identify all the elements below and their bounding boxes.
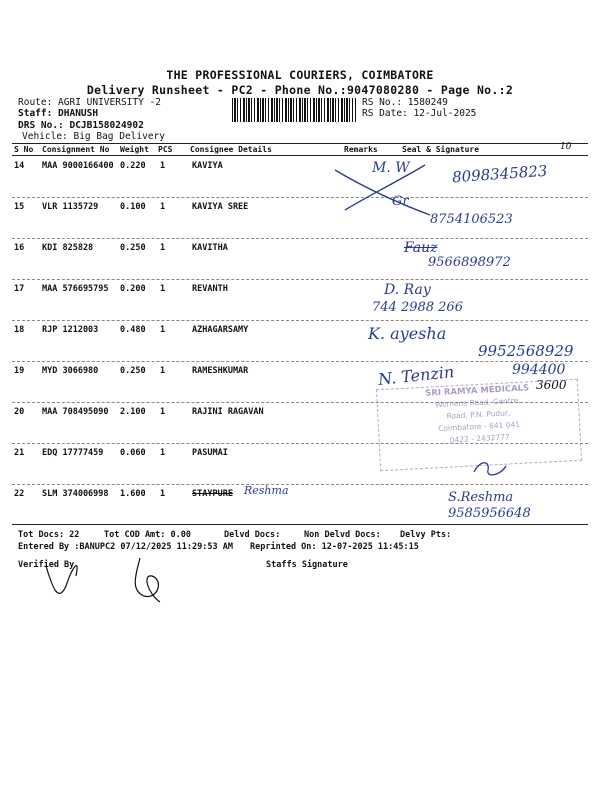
row22-phone: 9585956648 (448, 506, 531, 521)
row14-signature: M. W (372, 160, 410, 176)
col-seal-signature: Seal & Signature (402, 145, 480, 154)
verified-by-label: Verified By (18, 560, 75, 570)
row-pcs: 1 (160, 366, 166, 376)
row-consignment: MAA 9000166400 (42, 161, 114, 171)
total-docs: Tot Docs: 22 (18, 530, 80, 540)
row16-phone: 9566898972 (428, 255, 511, 270)
table-row (12, 280, 588, 320)
row-consignee: REVANTH (192, 284, 228, 294)
col-sno: S No (14, 145, 34, 154)
row-weight: 0.220 (120, 161, 146, 171)
row-pcs: 1 (160, 407, 166, 417)
row-weight: 0.250 (120, 366, 146, 376)
row-consignment: EDQ 17777459 (42, 448, 104, 458)
row22-signature: S.Reshma (448, 490, 514, 505)
row-weight: 0.060 (120, 448, 146, 458)
row-sno: 22 (14, 489, 25, 499)
row-consignment: MAA 708495090 (42, 407, 109, 417)
row-sno: 20 (14, 407, 25, 417)
row-consignee: KAVITHA (192, 243, 228, 253)
row-consignee: RAMESHKUMAR (192, 366, 249, 376)
row-consignee: KAVIYA (192, 161, 223, 171)
vehicle: Vehicle: Big Bag Delivery (22, 131, 165, 142)
row-pcs: 1 (160, 284, 166, 294)
col-pcs: PCS (158, 145, 173, 154)
row-sno: 16 (14, 243, 25, 253)
row-weight: 0.480 (120, 325, 146, 335)
staff-signature-label: Staffs Signature (266, 560, 348, 570)
row17-phone: 744 2988 266 (372, 300, 463, 315)
rs-number: RS No.: 1580249 (362, 97, 448, 108)
runsheet-subtitle: Delivery Runsheet - PC2 - Phone No.:9047080280 - Page No.:2 (86, 83, 514, 97)
entered-by: Entered By :BANUPC2 07/12/2025 11:29:53 AM (18, 542, 233, 552)
row-sno: 17 (14, 284, 25, 294)
staff: Staff: DHANUSH (18, 108, 99, 119)
row-consignment: RJP 1212003 (42, 325, 99, 335)
row17-signature: D. Ray (384, 282, 431, 298)
row19-phone: 994400 (512, 362, 566, 378)
delivery-points: Delvy Pts: (400, 530, 452, 540)
barcode-image (232, 98, 356, 122)
col-consignee: Consignee Details (190, 145, 272, 154)
row-sno: 14 (14, 161, 25, 171)
row-sno: 18 (14, 325, 25, 335)
row-sno: 15 (14, 202, 25, 212)
table-bottom-rule (12, 524, 588, 525)
top-handwritten-note: 10 (560, 142, 572, 152)
row15-signature: Gr (392, 194, 409, 209)
col-remarks: Remarks (344, 145, 378, 154)
delivered-docs: Delvd Docs: (224, 530, 281, 540)
row-pcs: 1 (160, 243, 166, 253)
stamp-line3: Road, P.N. Pudur, (446, 408, 511, 421)
row-consignee: PASUMAI (192, 448, 228, 458)
header-bottom-rule (12, 155, 588, 156)
row-consignment: MAA 576695795 (42, 284, 109, 294)
stamp-line4: Coimbatore - 641 041 (437, 419, 521, 434)
row-weight: 2.100 (120, 407, 146, 417)
row-consignee: STAYPURE (192, 489, 233, 499)
row-consignment: VLR 1135729 (42, 202, 99, 212)
row-consignment: KDI 825828 (42, 243, 94, 253)
route: Route: AGRI UNIVERSITY -2 (18, 97, 161, 108)
row-weight: 0.250 (120, 243, 146, 253)
row-consignee: KAVIYA SREE (192, 202, 249, 212)
row19-signature: N. Tenzin (377, 362, 455, 389)
row-pcs: 1 (160, 161, 166, 171)
col-consignment: Consignment No (42, 145, 110, 154)
row-sno: 19 (14, 366, 25, 376)
row-consignment: SLM 374006998 (42, 489, 109, 499)
row-pcs: 1 (160, 448, 166, 458)
total-cod-amount: Tot COD Amt: 0.00 (104, 530, 191, 540)
header-top-rule (12, 143, 588, 144)
row18-signature: K. ayesha (368, 324, 447, 343)
stamp-line2: Womens Road, Centre, (434, 395, 521, 410)
row14-phone: 8098345823 (451, 161, 548, 187)
row16-signature: Fauz (404, 240, 438, 256)
row18-phone: 9952568929 (478, 342, 574, 360)
row22-consignee-handwritten: Reshma (244, 484, 289, 497)
row-weight: 0.100 (120, 202, 146, 212)
row-consignee: RAJINI RAGAVAN (192, 407, 264, 417)
row-sno: 21 (14, 448, 25, 458)
row-weight: 0.200 (120, 284, 146, 294)
stamp-line5: 0422 - 2432777 (449, 432, 510, 445)
col-weight: Weight (120, 145, 149, 154)
row-pcs: 1 (160, 202, 166, 212)
company-title: THE PROFESSIONAL COURIERS, COIMBATORE (166, 68, 434, 82)
row-pcs: 1 (160, 489, 166, 499)
stamp-line1: SRI RAMYA MEDICALS (424, 383, 530, 399)
row15-phone: 8754106523 (430, 212, 513, 227)
row19-extra: 3600 (536, 378, 567, 392)
verifier-signature-scribble (40, 546, 190, 612)
reprinted-on: Reprinted On: 12-07-2025 11:45:15 (250, 542, 419, 552)
drs-number: DRS No.: DCJB158024902 (18, 120, 144, 131)
rs-date: RS Date: 12-Jul-2025 (362, 108, 477, 119)
row-pcs: 1 (160, 325, 166, 335)
row-consignment: MYD 3066980 (42, 366, 99, 376)
row-weight: 1.600 (120, 489, 146, 499)
non-delivered-docs: Non Delvd Docs: (304, 530, 381, 540)
row21-signature-scribble (470, 458, 510, 480)
row-consignee: AZHAGARSAMY (192, 325, 249, 335)
